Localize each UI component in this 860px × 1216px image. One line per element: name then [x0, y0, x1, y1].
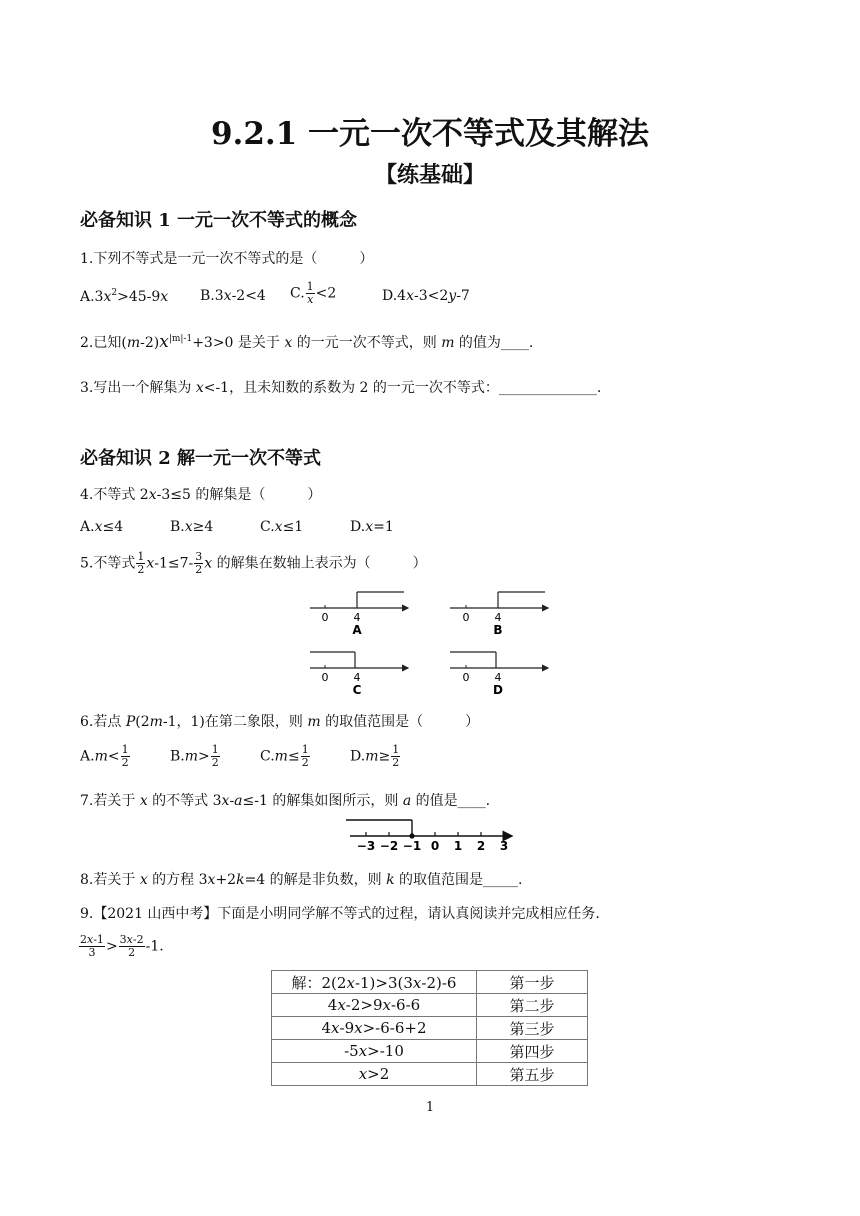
fraction: $\frac{1}{2}$ [137, 550, 145, 576]
q6-option-c: C.m≤ $\frac{1}{2}$ [260, 743, 309, 769]
step-label-cell: 第五步 [477, 1063, 588, 1086]
fraction: $\frac{1}{2}$ [211, 743, 219, 769]
question-7: 7.若关于 x 的不等式 3x-a≤-1 的解集如图所示，则 a 的值是____. [80, 793, 491, 809]
q1-option-c: C. $\frac{1}{x}$ <2 [290, 280, 337, 306]
work-cell: 4x-2>9x-6-6 [272, 994, 477, 1017]
step-label-cell: 第三步 [477, 1017, 588, 1040]
number-line-b [450, 592, 548, 637]
fraction: $\frac{3}{2}$ [195, 550, 203, 576]
question-9-stem: 9.【2021 山西中考】下面是小明同学解不等式的过程，请认真阅读并完成相应任务. [80, 906, 600, 922]
q4-option-b: B.x≥4 [170, 519, 214, 535]
page-number: 1 [425, 1100, 435, 1115]
q6-option-b: B.m> $\frac{1}{2}$ [170, 743, 219, 769]
number-line-d [450, 652, 548, 697]
step-label-cell: 第四步 [477, 1040, 588, 1063]
tick-label-0: 0 [462, 611, 470, 624]
work-cell: 解：2(2x-1)>3(3x-2)-6 [272, 971, 477, 994]
q6-option-a: A.m< $\frac{1}{2}$ [80, 743, 129, 769]
axis-tick-label: 0 [430, 839, 440, 853]
tick-label-4: 4 [353, 611, 361, 624]
fraction: $\frac{3x-2}{2}$ [119, 933, 144, 959]
q7-number-line-figure [340, 812, 520, 854]
fraction: $\frac{1}{2}$ [392, 743, 400, 769]
fraction: $\frac{1}{2}$ [301, 743, 309, 769]
step-label-cell: 第一步 [477, 971, 588, 994]
table-row [272, 971, 588, 994]
question-2: 2.已知$(m-2)x^{|m|-1}+3>0$ 是关于 x 的一元一次不等式，则 m 的值为____. [80, 332, 534, 352]
solution-steps-table [271, 970, 588, 1086]
question-1-stem: 1.下列不等式是一元一次不等式的是（ ） [80, 251, 374, 267]
axis-tick-label: −2 [379, 839, 399, 853]
option-label-a: A [352, 623, 362, 637]
option-label-d: D [493, 683, 503, 697]
table-row [272, 1063, 588, 1086]
step-label-cell: 第二步 [477, 994, 588, 1017]
number-line-c [310, 652, 408, 697]
axis-tick-label: −3 [356, 839, 376, 853]
fraction: $\frac{1}{x}$ [306, 280, 314, 306]
section-heading-1: 必备知识 1 一元一次不等式的概念 [80, 210, 358, 231]
tick-label-0: 0 [462, 671, 470, 684]
axis-tick-label: 1 [453, 839, 463, 853]
q7-axis-ticks [357, 832, 508, 853]
table-row [272, 1017, 588, 1040]
number-line-options-figure [300, 588, 560, 700]
question-3: 3.写出一个解集为 x<-1，且未知数的系数为 2 的一元一次不等式：______________. [80, 380, 602, 396]
work-cell: -5x>-10 [272, 1040, 477, 1063]
number-line-a [310, 592, 408, 637]
fraction: $\frac{2x-1}{3}$ [80, 933, 104, 959]
q1-option-a: $A.3x^2>45-9x$ [80, 288, 169, 305]
work-cell: 4x-9x>-6-6+2 [272, 1017, 477, 1040]
work-cell: x>2 [272, 1063, 477, 1086]
option-label-c: C [352, 683, 362, 697]
tick-label-4: 4 [353, 671, 361, 684]
axis-tick-label: −1 [402, 839, 422, 853]
axis-tick-label: 2 [476, 839, 486, 853]
table-row [272, 1040, 588, 1063]
axis-tick-label: 3 [499, 839, 509, 853]
tick-label-0: 0 [321, 671, 329, 684]
q4-option-a: A.x≤4 [80, 519, 124, 535]
tick-label-0: 0 [321, 611, 329, 624]
tick-label-4: 4 [494, 671, 502, 684]
question-5: 5.不等式 $\frac{1}{2}$ x-1≤7- $\frac{3}{2}$ x 的解集在数轴上表示为（ ） [80, 550, 427, 576]
q4-option-c: C.x≤1 [260, 519, 304, 535]
q6-option-d: D.m≥ $\frac{1}{2}$ [350, 743, 400, 769]
page-title: 9.2.1 一元一次不等式及其解法 [210, 116, 650, 152]
question-8: 8.若关于 x 的方程 3x+2k=4 的解是非负数，则 k 的取值范围是_____. [80, 872, 523, 888]
fraction: $\frac{1}{2}$ [121, 743, 129, 769]
question-6-stem: 6.若点 P(2m-1，1)在第二象限，则 m 的取值范围是（ ） [80, 714, 480, 730]
option-label-b: B [493, 623, 503, 637]
table-row [272, 994, 588, 1017]
section-heading-2: 必备知识 2 解一元一次不等式 [80, 448, 322, 469]
tick-label-4: 4 [494, 611, 502, 624]
q9-inequality: $\frac{2x-1}{3}$ > $\frac{3x-2}{2}$ -1. [80, 933, 164, 959]
question-4-stem: 4.不等式 2x-3≤5 的解集是（ ） [80, 487, 322, 503]
q1-option-b: B.3x-2<4 [200, 288, 266, 304]
page-subtitle: 【练基础】 [374, 162, 485, 188]
q1-option-d: D.4x-3<2y-7 [382, 288, 470, 304]
q4-option-d: D.x=1 [350, 519, 394, 535]
